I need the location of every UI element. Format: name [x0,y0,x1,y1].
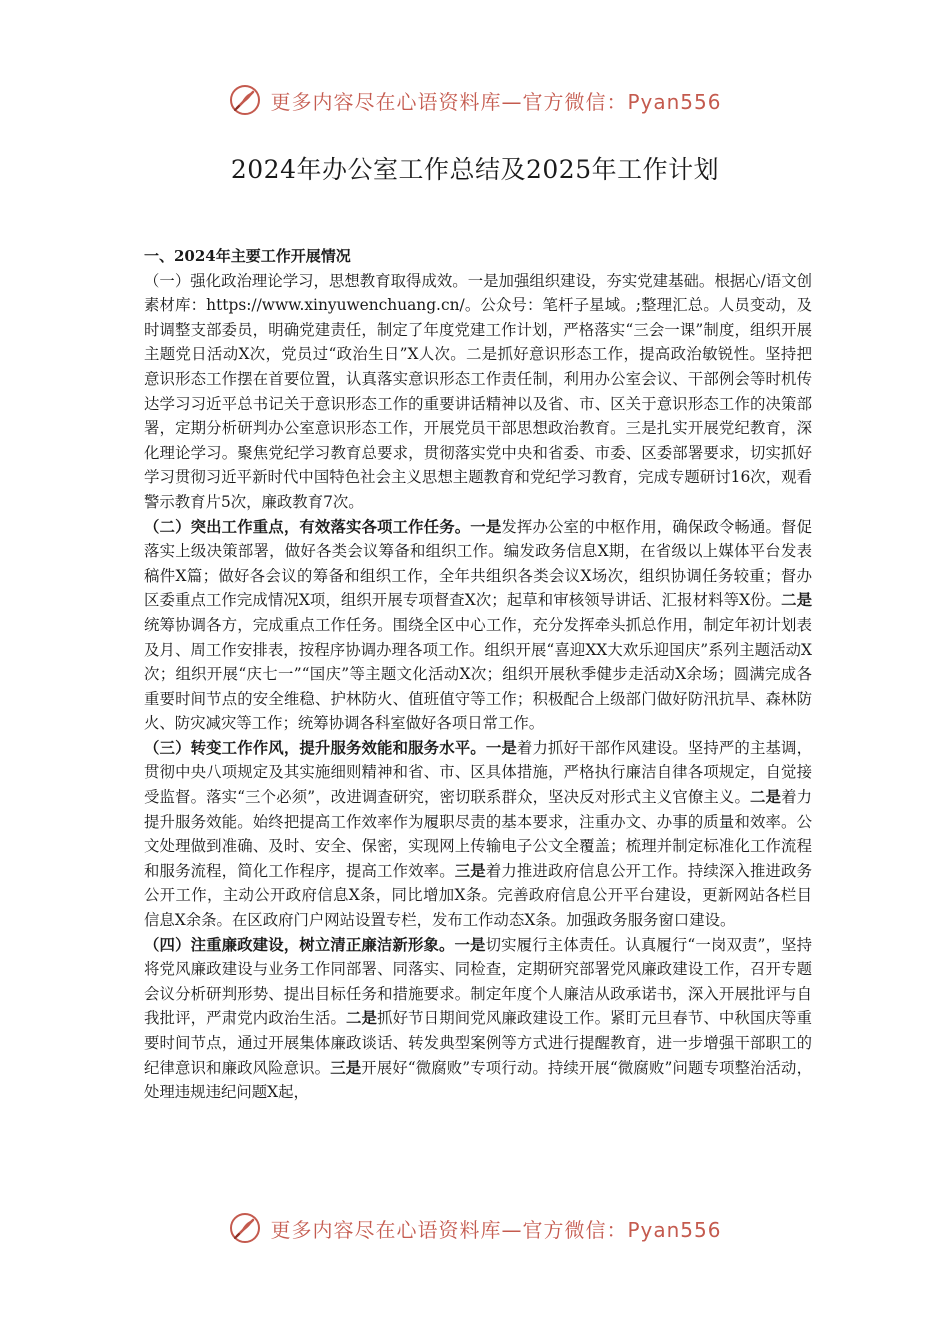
paragraph-3-text-1: 着力抓好干部作风建设。坚持严的主基调，贯彻中央八项规定及其实施细则精神和省、市、区具体措施，严格执行廉洁自律各项规定，自觉接受监督。落实“三个必须”，改进调查研究，密切联系群众，坚决反对形式主义官僚主义。 [144,738,812,807]
paragraph-3-keyword-1: 一是 [485,738,517,757]
footer-banner [0,1208,950,1248]
document-body [144,244,812,1105]
paragraph-4-keyword-2: 二是 [345,1009,378,1028]
paragraph-2-keyword-1: 一是 [470,517,502,536]
paragraph-4-text-3: 开展好“微腐败”专项行动。持续开展“微腐败”问题专项整治活动，处理违规违纪问题X起， [144,1058,812,1102]
paragraph-3-lead: （三）转变工作作风，提升服务效能和服务水平。 [144,738,486,757]
paragraph-2-lead: （二）突出工作重点，有效落实各项工作任务。 [144,517,471,536]
paragraph-4 [144,933,812,1105]
document-title: 2024年办公室工作总结及2025年工作计划 [230,155,720,184]
paragraph-2-text-2: 统筹协调各方，完成重点工作任务。围绕全区中心工作，充分发挥牵头抓总作用，制定年初计划表及月、周工作安排表，按程序协调办理各项工作。组织开展“喜迎XX大欢乐迎国庆”系列主题活动X次；组织开展“庆七一”“国庆”等主题文化活动X次；组织开展秋季健步走活动X余场；圆满完成各重要时间节点的安全维稳、护林防火、值班值守等工作；积极配合上级部门做好防汛抗旱、森林防火、防灾减灾等工作；统筹协调各科室做好各项日常工作。 [144,615,812,733]
paragraph-4-keyword-1: 一是 [454,935,486,954]
paragraph-3-keyword-2: 二是 [750,788,782,807]
quill-logo-icon [228,83,262,117]
paragraph-2 [144,515,812,736]
paragraph-4-text-2: 抓好节日期间党风廉政建设工作。紧盯元旦春节、中秋国庆等重要时间节点，通过开展集体廉政谈话、转发典型案例等方式进行提醒教育，进一步增强干部职工的纪律意识和廉政风险意识。 [144,1009,812,1077]
paragraph-3-text-3: 着力推进政府信息公开工作。持续深入推进政务公开工作，主动公开政府信息X条，同比增加X条。完善政府信息公开平台建设，更新网站各栏目信息X余条。在区政府门户网站设置专栏，发布工作动态X条。加强政务服务窗口建设。 [144,861,812,930]
paragraph-3-text-2: 着力提升服务效能。始终把提高工作效率作为履职尽责的基本要求，注重办文、办事的质量和效率。公文处理做到准确、及时、安全、保密，实现网上传输电子公文全覆盖；梳理并制定标准化工作流程和服务流程，简化工作程序，提高工作效率。 [144,788,812,880]
footer-banner-text: 更多内容尽在心语资料库—官方微信：Pyan556 [270,1217,722,1242]
paragraph-2-text-1: 发挥办公室的中枢作用，确保政令畅通。督促落实上级决策部署，做好各类会议筹备和组织工作。编发政务信息X期，在省级以上媒体平台发表稿件X篇；做好各会议的筹备和组织工作，全年共组织各类会议X场次，组织协调任务较重；督办区委重点工作完成情况X项，组织开展专项督查X次；起草和审核领导讲话、汇报材料等X份。 [144,517,812,610]
section-heading: 一、2024年主要工作开展情况 [144,247,351,265]
header-banner [0,80,950,120]
paragraph-4-lead: （四）注重廉政建设，树立清正廉洁新形象。 [144,935,455,954]
paragraph-4-text-1: 切实履行主体责任。认真履行“一岗双责”，坚持将党风廉政建设与业务工作同部署、同落实、同检查，定期研究部署党风廉政建设工作，召开专题会议分析研判形势、提出目标任务和措施要求。制定年度个人廉洁从政承诺书，深入开展批评与自我批评，严肃党内政治生活。 [144,935,812,1028]
paragraph-1: （一）强化政治理论学习，思想教育取得成效。一是加强组织建设，夯实党建基础。根据心/语文创素材库：https://www.xinyuwenchuang.cn/。公众号：笔杆子星域。;整理汇总。人员变动，及时调整支部委员，明确党建责任，制定了年度党建工作计划，严格落实“三会一课”制度，组织开展主题党日活动X次，党员过“政治生日”X人次。二是抓好意识形态工作，提高政治敏锐性。坚持把意识形态工作摆在首要位置，认真落实意识形态工作责任制，利用办公室会议、干部例会等时机传达学习习近平总书记关于意识形态工作的重要讲话精神以及省、市、区关于意识形态工作的决策部署，定期分析研判办公室意识形态工作，开展党员干部思想政治教育。三是扎实开展党纪教育，深化理论学习。聚焦党纪学习教育总要求，贯彻落实党中央和省委、市委、区委部署要求，切实抓好学习贯彻习近平新时代中国特色社会主义思想主题教育和党纪学习教育，完成专题研讨16次，观看警示教育片5次，廉政教育7次。 [144,271,812,511]
quill-logo-icon [228,1211,262,1245]
paragraph-2-keyword-2: 二是 [781,591,812,610]
paragraph-3-keyword-3: 三是 [454,861,486,880]
header-banner-text: 更多内容尽在心语资料库—官方微信：Pyan556 [270,89,722,114]
paragraph-3 [144,736,812,933]
paragraph-4-keyword-3: 三是 [330,1058,362,1077]
